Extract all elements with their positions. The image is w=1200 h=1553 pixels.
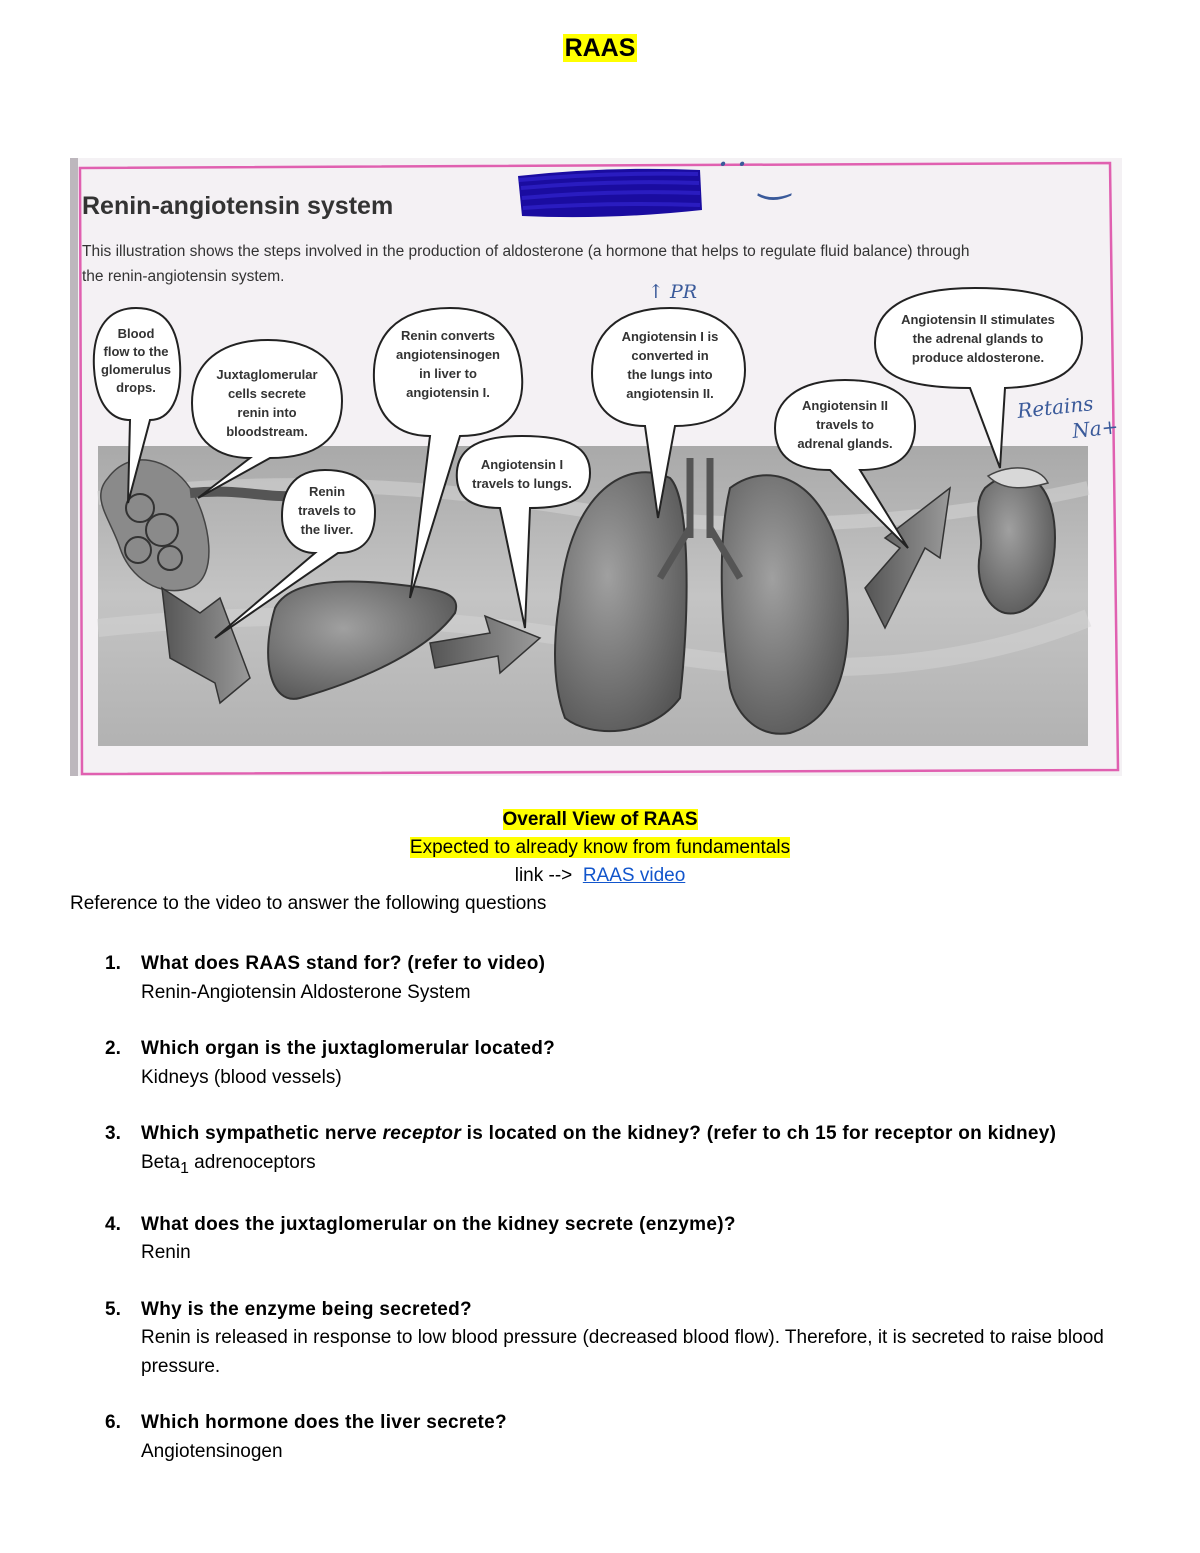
document-title: [0, 34, 1200, 63]
overview-subheading-text: Expected to already know from fundamentals: [409, 837, 791, 858]
svg-text:the adrenal glands to: the adrenal glands to: [912, 331, 1044, 346]
svg-text:Renin: Renin: [308, 484, 346, 499]
question-text-part: is located on the kidney? (refer to ch 15 for receptor on kidney): [461, 1123, 1057, 1144]
overview-heading: [0, 809, 1200, 831]
svg-text:Juxtaglomerular: Juxtaglomerular: [216, 367, 318, 382]
question-text-part: Which sympathetic nerve: [141, 1123, 383, 1144]
svg-text:renin into: renin into: [237, 405, 297, 420]
overview-subheading: [0, 837, 1200, 859]
question-text: What does the juxtaglomerular on the kidney secrete (enzyme)?: [141, 1213, 736, 1235]
list-item: [70, 950, 1150, 1007]
svg-text:travels to lungs.: travels to lungs.: [472, 476, 572, 491]
handwritten-na: Na+: [1071, 414, 1120, 443]
svg-text:flow to the: flow to the: [103, 344, 169, 359]
list-item: [70, 1211, 1150, 1268]
raas-video-link[interactable]: RAAS video: [582, 865, 686, 886]
answer-subscript: 1: [180, 1159, 189, 1177]
answer-text: Renin-Angiotensin Aldosterone System: [141, 981, 471, 1003]
svg-text:cells secrete: cells secrete: [227, 386, 307, 401]
link-prefix: link -->: [514, 865, 573, 886]
svg-text:Angiotensin I: Angiotensin I: [480, 457, 564, 472]
svg-text:converted in: converted in: [631, 348, 709, 363]
svg-text:Blood: Blood: [117, 326, 155, 341]
svg-text:in liver to: in liver to: [419, 366, 477, 381]
question-list: [70, 950, 1150, 1494]
question-number: 4.: [105, 1213, 121, 1235]
renin-angiotensin-figure: [70, 158, 1122, 776]
answer-text: Angiotensinogen: [141, 1440, 283, 1462]
question-number: 6.: [105, 1412, 121, 1434]
video-link-line: [0, 865, 1200, 887]
scan-edge: [70, 158, 78, 776]
list-item: [70, 1035, 1150, 1092]
figure-title: Renin-angiotensin system: [82, 192, 394, 220]
svg-text:Angiotensin II: Angiotensin II: [802, 398, 888, 413]
overview-heading-text: Overall View of RAAS: [502, 809, 698, 830]
list-item: [70, 1296, 1150, 1382]
handwritten-retains: Retains: [1016, 391, 1095, 423]
svg-text:drops.: drops.: [116, 380, 156, 395]
svg-text:angiotensinogen: angiotensinogen: [396, 347, 500, 362]
svg-text:Angiotensin I is: Angiotensin I is: [621, 329, 719, 344]
figure-description-line1: This illustration shows the steps involved in the production of aldosterone (a hormone that helps to regulate fluid balance) through: [82, 243, 970, 260]
question-emphasis: receptor: [382, 1123, 462, 1144]
svg-text:adrenal glands.: adrenal glands.: [797, 436, 893, 451]
svg-text:travels to: travels to: [816, 417, 874, 432]
svg-text:bloodstream.: bloodstream.: [226, 424, 308, 439]
question-number: 5.: [105, 1298, 121, 1320]
list-item: [70, 1409, 1150, 1466]
answer-part: adrenoceptors: [188, 1151, 316, 1173]
answer-text: [141, 1149, 1150, 1183]
question-text: What does RAAS stand for? (refer to video): [141, 953, 546, 974]
svg-text:Renin converts: Renin converts: [401, 328, 495, 343]
svg-text:travels to: travels to: [298, 503, 356, 518]
svg-text:glomerulus: glomerulus: [100, 362, 172, 377]
question-number: 1.: [105, 953, 121, 974]
question-number: 2.: [105, 1038, 121, 1059]
question-text: Which organ is the juxtaglomerular located?: [141, 1038, 556, 1059]
question-text: Why is the enzyme being secreted?: [141, 1298, 472, 1320]
answer-text: Renin: [141, 1242, 191, 1264]
question-number: 3.: [105, 1123, 121, 1144]
answer-text: Kidneys (blood vessels): [141, 1066, 342, 1088]
question-text: Which hormone does the liver secrete?: [141, 1412, 507, 1434]
answer-text: Renin is released in response to low blood pressure (decreased blood flow). Therefore, it is secreted to raise blood pressure.: [141, 1327, 1104, 1377]
svg-text:the lungs into: the lungs into: [627, 367, 713, 382]
svg-text:angiotensin II.: angiotensin II.: [626, 386, 714, 401]
handwritten-smiley: ˙˙ ‿: [710, 158, 791, 200]
document-title-text: RAAS: [564, 34, 636, 62]
answer-part: Beta: [141, 1151, 181, 1173]
svg-text:the liver.: the liver.: [300, 522, 354, 537]
svg-text:angiotensin I.: angiotensin I.: [406, 385, 490, 400]
question-text: [141, 1123, 1056, 1144]
handwritten-pr: ↑ PR: [648, 281, 698, 303]
svg-text:produce aldosterone.: produce aldosterone.: [911, 350, 1045, 365]
svg-text:Angiotensin II stimulates: Angiotensin II stimulates: [901, 312, 1055, 327]
figure-description-line2: the renin-angiotensin system.: [82, 268, 285, 285]
list-item: [70, 1120, 1150, 1183]
reference-instructions: Reference to the video to answer the following questions: [70, 893, 547, 914]
